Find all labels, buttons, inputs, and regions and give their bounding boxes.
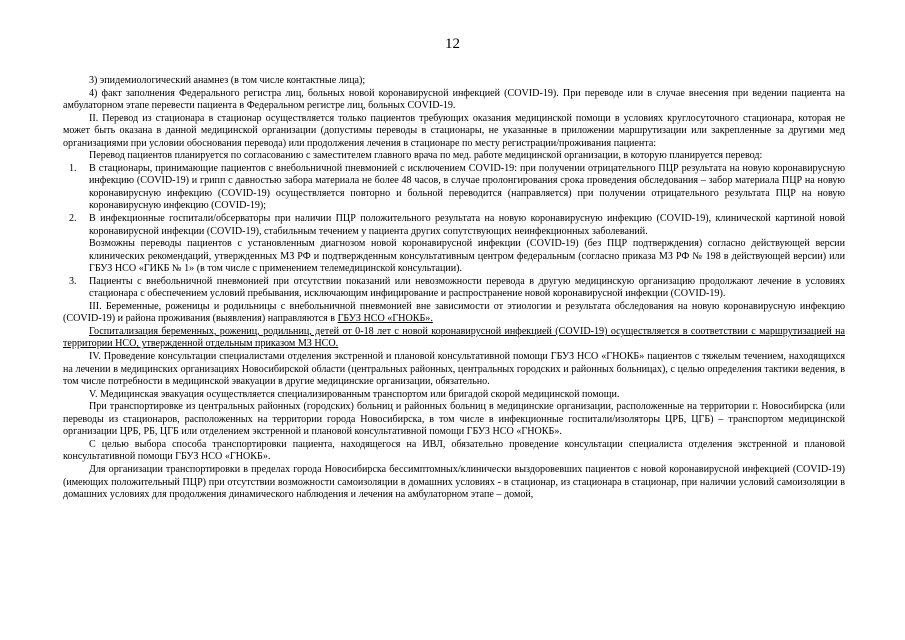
gnokb-link: ГБУЗ НСО «ГНОКБ». <box>337 313 433 325</box>
page-number: 12 <box>445 36 460 52</box>
paragraph-ivl-transport: С целью выбора способа транспортировки пациента, находящегося на ИВЛ, обязательно проведение консультации специалиста отделения экстренной и плановой консультативной помощи ГБУЗ НСО «ГНОКБ». <box>63 438 845 463</box>
paragraph-hospitalization-routing: Госпитализация беременных, рожениц, родильниц, детей от 0-18 лет с новой коронавирусной инфекцией (COVID-19) осуществляется в соответствии с маршрутизацией на территории НСО, утвержденной отдельным приказом МЗ НСО. <box>63 325 845 350</box>
paragraph-federal-register: 4) факт заполнения Федерального регистра лиц, больных новой коронавирусной инфекцией (COVID-19). При переводе или в случае внесения при ведении пациента на амбулаторном этапе перевести пациента в Федеральном регистре лиц, больных COVID-19. <box>63 87 845 112</box>
list-item-number: 3. <box>69 275 77 287</box>
list-item-number: 1. <box>69 162 77 174</box>
list-item-subtext: Возможны переводы пациентов с установленным диагнозом новой коронавирусной инфекции (COVID-19) (без ПЦР подтверждения) согласно действующей версии клинических рекомендаций, утвержденных МЗ РФ и подтвержденным консультативным центром федеральным (согласно приказа МЗ РФ № 198 в действующей версии) или ГБУЗ НСО «ГИКБ № 1» (в том числе с применением телемедицинской консультации). <box>89 238 845 275</box>
paragraph-transport-crb: При транспортировке из центральных районных (городских) больниц и районных больниц в медицинские организации, расположенные на территории г. Новосибирска (или переводы из стационаров, расположенных на территории города Новосибирска, в том числе в инфекционные госпитали/изоляторы ЦРБ, ЦГБ) – транспортом медицинской организации ЦРБ, РБ, ЦГБ или отделением экстренной и плановой консультативной помощи ГБУЗ НСО «ГНОКБ». <box>63 401 845 438</box>
list-item <box>63 213 845 276</box>
list-item-text: Пациенты с внебольничной пневмонией при отсутствии показаний или невозможности перевода в другую медицинскую организацию продолжают лечение в условиях стационара с обеспечением условий пребывания, исключающим инфицирование и распространение новой коронавирусной инфекции (COVID-19). <box>89 275 845 300</box>
paragraph-section-4: IV. Проведение консультации специалистами отделения экстренной и плановой консультативной помощи ГБУЗ НСО «ГНОКБ» пациентов с тяжелым течением, находящихся на лечении в медицинских организациях Новосибирской области (центральных районных, центральных городских и районных больницах), с целью определения тактики ведения, в том числе потребности в медицинской эвакуации в другие медицинские организации, обязательно. <box>63 351 845 388</box>
section-3-text: III. Беременные, роженицы и родильницы с внебольничной пневмонией вне зависимости от этиологии и результата обследования на новую коронавирусную инфекцию (COVID-19) и района проживания (выявления) направляются в <box>63 300 845 325</box>
paragraph-section-2: II. Перевод из стационара в стационар осуществляется только пациентов требующих оказания медицинской помощи в условиях круглосуточного стационара, которая не может быть оказана в данной медицинской организации (допустимы переводы в стационары, не указанные в приложении маршрутизации или закрепленные за другими мед организациями при условии обоснования перевода) или продолжения лечения в стационаре по месту регистрации/проживания пациента: <box>63 112 845 149</box>
list-item-text: В стационары, принимающие пациентов с внебольничной пневмонией с исключением COVID-19: при получении отрицательного ПЦР результата на новую коронавирусную инфекцию (COVID-19) и грипп с давностью забора материала не более 48 часов, в случае пролонгирования срока проведения обследования – забор материала ПЦР на новую коронавирусную инфекцию (COVID-19) осуществляется повторно и больной переводится (направляется) при получении отрицательного результата ПЦР на новую коронавирусную инфекцию (COVID-19); <box>89 162 845 212</box>
paragraph-section-5: V. Медицинская эвакуация осуществляется специализированным транспортом или бригадой скорой медицинской помощи. <box>89 388 620 400</box>
paragraph-novosibirsk-transport: Для организации транспортировки в пределах города Новосибирска бессимптомных/клинически выздоровевших пациентов с новой коронавирусной инфекцией (COVID-19) (имеющих положительный ПЦР) при отсутствии возможности самоизоляции в домашних условиях - в стационар, из стационара в стационар, при наличии условий самоизоляции в домашних условиях для продолжения динамического наблюдения и лечения на амбулаторном этапе – домой, <box>63 463 845 501</box>
list-item <box>63 163 845 213</box>
list-item-number: 2. <box>69 213 77 225</box>
paragraph-transfer-planning: Перевод пациентов планируется по согласованию с заместителем главного врача по мед. работе медицинской организации, в которую планируется перевод: <box>89 150 763 162</box>
paragraph-section-3 <box>63 301 845 326</box>
list-item-text: В инфекционные госпитали/обсерваторы при наличии ПЦР положительного результата на новую коронавирусную инфекцию (COVID-19), клинической картиной новой коронавирусной инфекции (COVID-19), стабильным течением у пациента других сопутствующих неинфекционных заболеваний. <box>89 213 845 237</box>
list-item <box>63 276 845 301</box>
document-body <box>63 75 845 502</box>
transfer-list <box>63 163 845 301</box>
paragraph-epid-anamnesis: 3) эпидемиологический анамнез (в том числе контактные лица); <box>89 75 366 86</box>
